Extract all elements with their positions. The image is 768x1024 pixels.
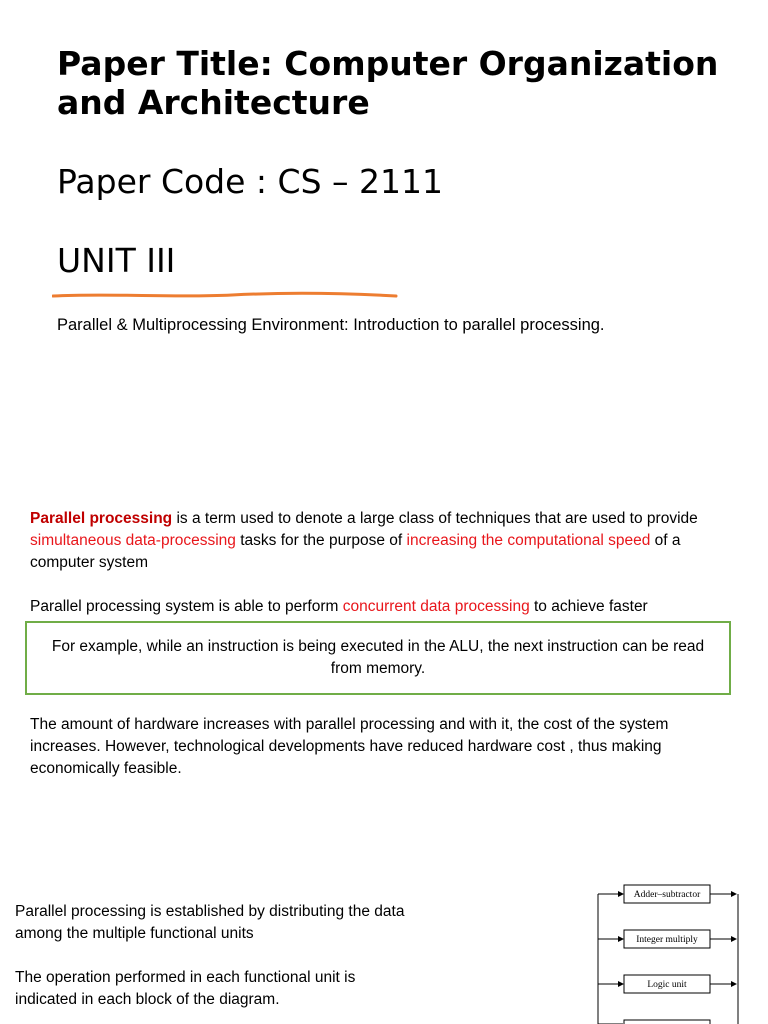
paper-title: Paper Title: Computer Organization and Architecture [57, 44, 719, 122]
term-parallel-processing: Parallel processing [30, 510, 173, 527]
highlight-simultaneous: simultaneous data-processing [30, 532, 236, 549]
concurrent-paragraph [30, 596, 730, 618]
intro-paragraph [30, 508, 730, 574]
highlight-concurrent: concurrent data processing [342, 598, 530, 615]
hardware-paragraph: The amount of hardware increases with parallel processing and with it, the cost of the system increases. However, technological developments have reduced hardware cost , thus making economically feasible. [30, 716, 669, 777]
paper-code: Paper Code : CS – 2111 [57, 162, 443, 201]
intro-text-2: tasks for the purpose of [235, 532, 407, 549]
concurrent-text-2: to achieve faster [529, 598, 648, 615]
example-box [25, 621, 731, 695]
concurrent-text-1: Parallel processing system is able to perform [30, 598, 343, 615]
unit-subtitle: Parallel & Multiprocessing Environment: Introduction to parallel processing. [57, 316, 605, 334]
intro-text-1: is a term used to denote a large class of techniques that are used to provide [172, 510, 698, 527]
unit-heading: UNIT III [57, 241, 176, 280]
unit-label-adder: Adder–subtractor [633, 890, 701, 900]
decorative-underline [52, 290, 398, 300]
distribution-paragraph: Parallel processing is established by distributing the data among the multiple functional units [15, 903, 405, 942]
operation-paragraph: The operation performed in each functional unit is indicated in each block of the diagram. [15, 969, 356, 1008]
unit-label-multiply: Integer multiply [636, 935, 698, 945]
example-text: For example, while an instruction is being executed in the ALU, the next instruction can be read from memory. [51, 638, 705, 677]
unit-label-logic: Logic unit [647, 980, 687, 990]
highlight-speed: increasing the computational speed [406, 532, 651, 549]
intro-text-3: of a computer system [30, 532, 681, 571]
unit-block-partial [624, 1020, 710, 1024]
functional-units-diagram [590, 877, 750, 1024]
